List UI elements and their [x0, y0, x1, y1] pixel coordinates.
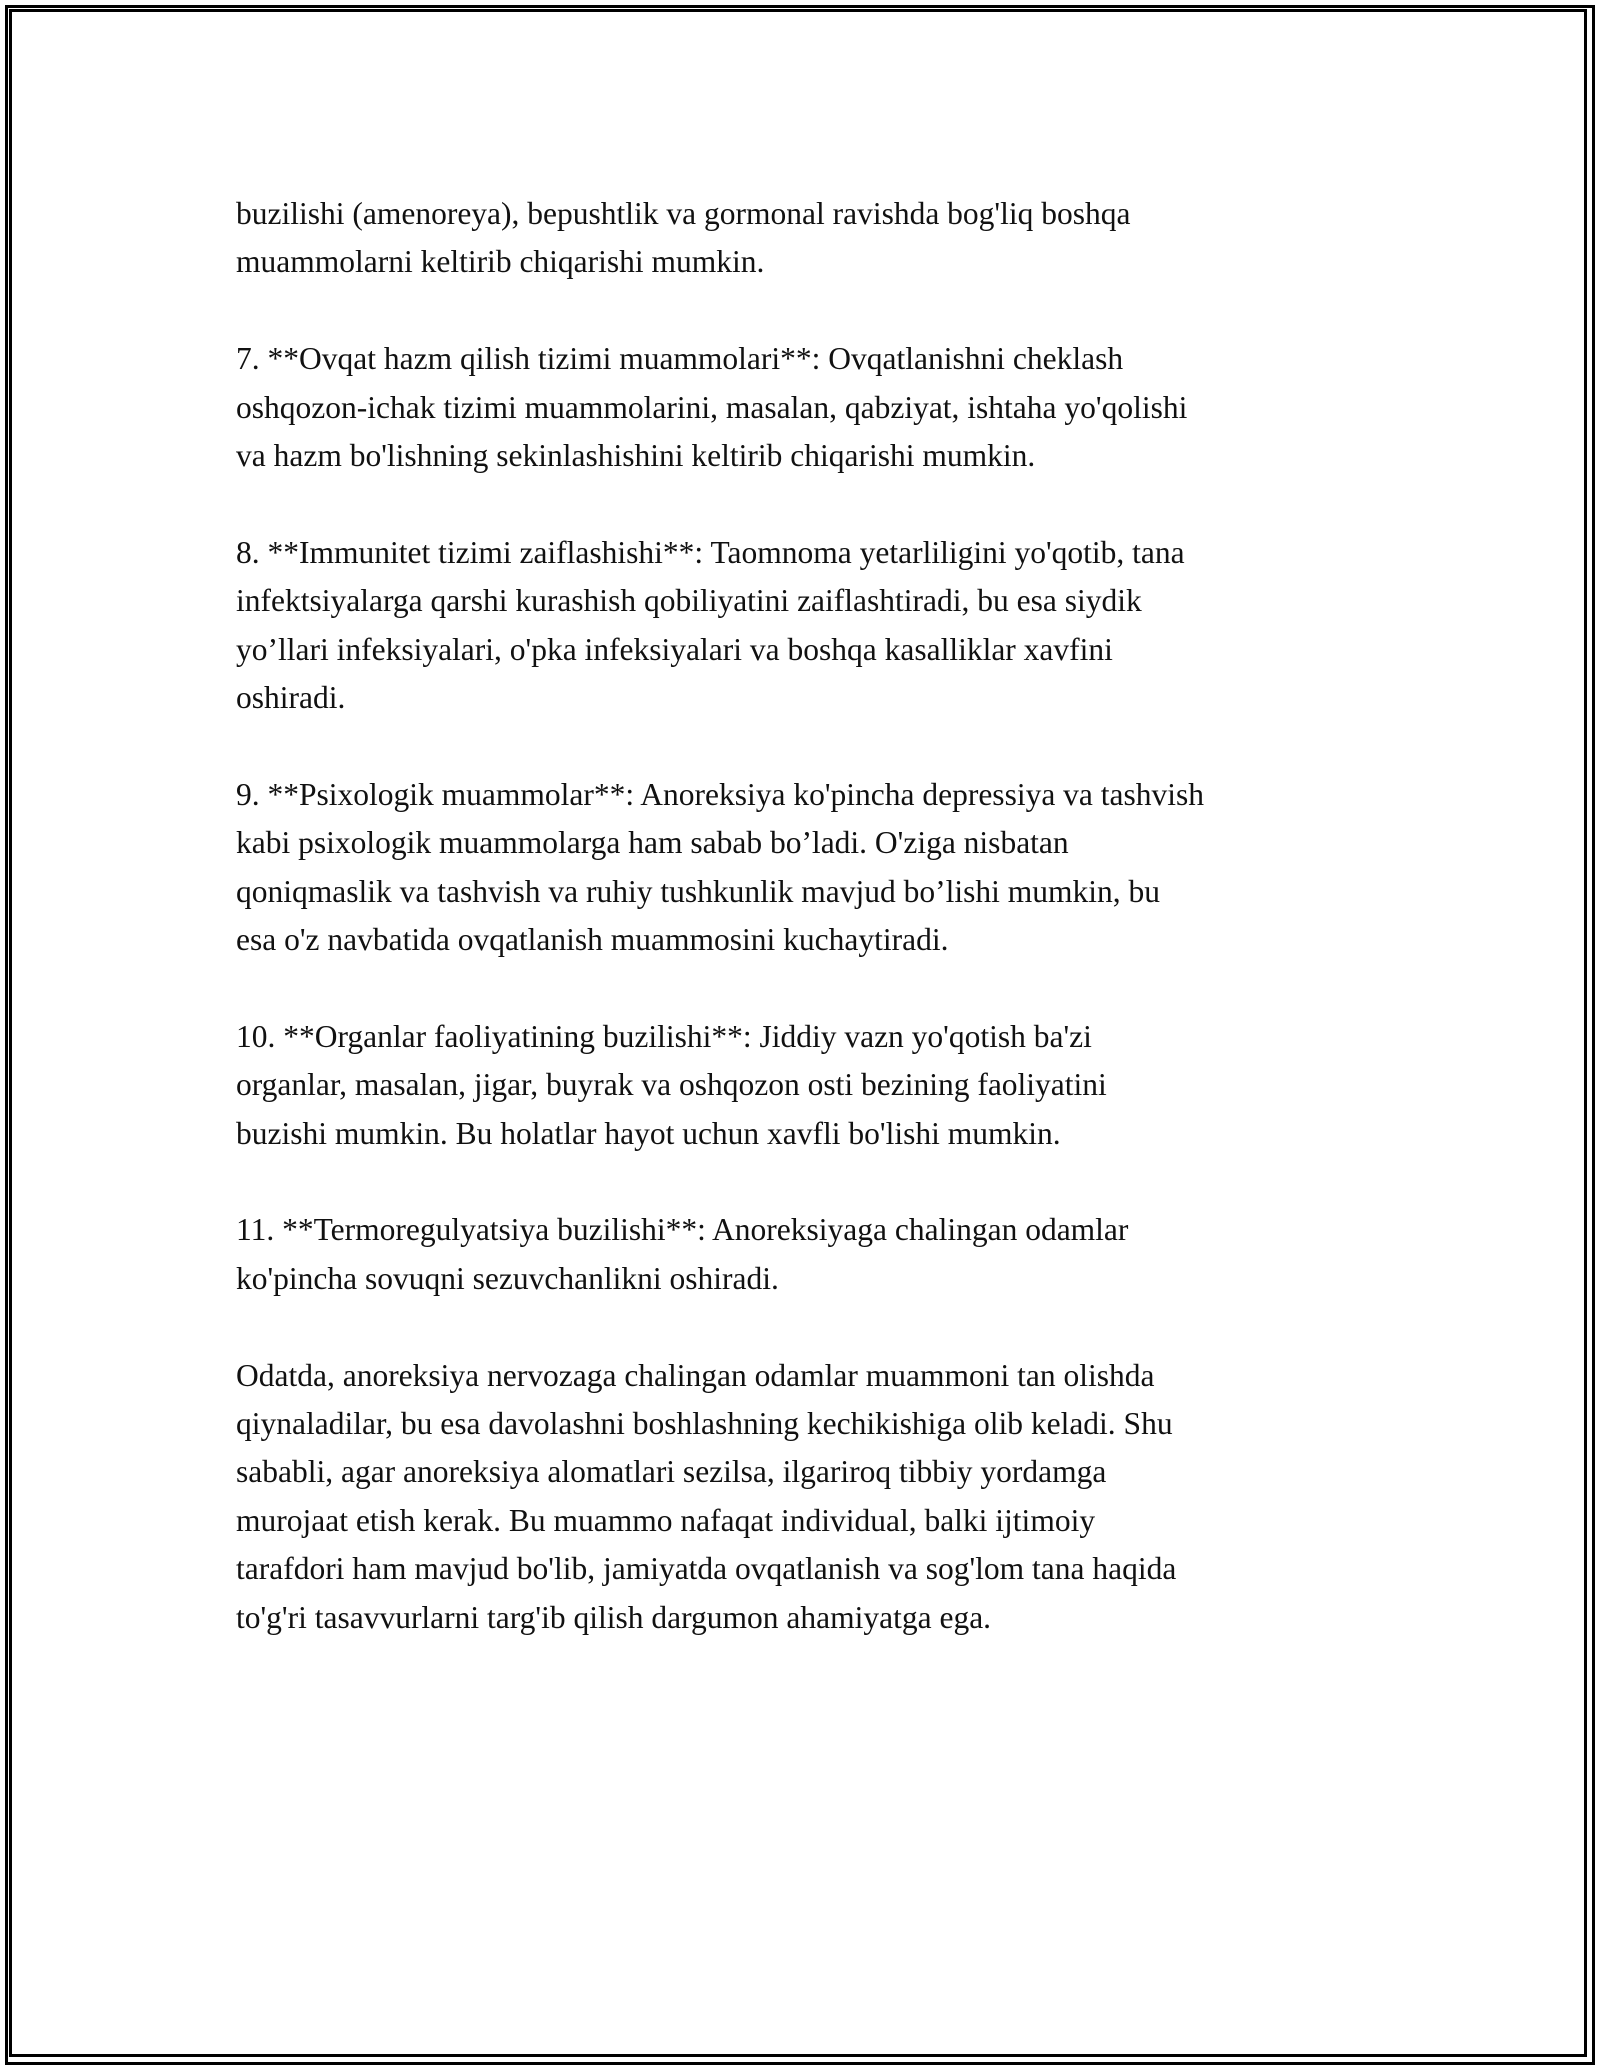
- paragraph-item-11: 11. **Termoregulyatsiya buzilishi**: Anoreksiyaga chalingan odamlar ko'pincha sovuqni sezuvchanlikni oshiradi.: [236, 1212, 1129, 1296]
- paragraph-item-8: 8. **Immunitet tizimi zaiflashishi**: Taomnoma yetarliligini yo'qotib, tana infektsiyalarga qarshi kurashish qobiliyatini zaiflashtiradi, bu esa siydik yo’llari infeksiyalari, o'pka infeksiyalari va boshqa kasalliklar xavfini oshiradi.: [236, 534, 1185, 716]
- paragraph-item-7: 7. **Ovqat hazm qilish tizimi muammolari**: Ovqatlanishni cheklash oshqozon-ichak tizimi muammolarini, masalan, qabziyat, ishtaha yo'qolishi va hazm bo'lishning sekinlashishini keltirib chiqarishi mumkin.: [236, 341, 1188, 474]
- paragraph-item-9: 9. **Psixologik muammolar**: Anoreksiya ko'pincha depressiya va tashvish kabi psixologik muammolarga ham sabab bo’ladi. O'ziga nisbatan qoniqmaslik va tashvish va ruhiy tushkunlik mavjud bo’lishi mumkin, bu esa o'z navbatida ovqatlanish muammosini kuchaytiradi.: [236, 776, 1205, 958]
- paragraph-conclusion: Odatda, anoreksiya nervozaga chalingan odamlar muammoni tan olishda qiynaladilar, bu esa davolashni boshlashning kechikishiga olib keladi. Shu sababli, agar anoreksiya alomatlari sezilsa, ilgariroq tibbiy yordamga murojaat etish kerak. Bu muammo nafaqat individual, balki ijtimoiy tarafdori ham mavjud bo'lib, jamiyatda ovqatlanish va sog'lom tana haqida to'g'ri tasavvurlarni targ'ib qilish dargumon ahamiyatga ega.: [236, 1357, 1177, 1635]
- paragraph-continuation: buzilishi (amenoreya), bepushtlik va gormonal ravishda bog'liq boshqa muammolarni keltirib chiqarishi mumkin.: [236, 196, 1131, 280]
- paragraph-item-10: 10. **Organlar faoliyatining buzilishi**: Jiddiy vazn yo'qotish ba'zi organlar, masalan, jigar, buyrak va oshqozon osti bezining faoliyatini buzishi mumkin. Bu holatlar hayot uchun xavfli bo'lishi mumkin.: [236, 1018, 1107, 1151]
- document-body: [236, 190, 1376, 1690]
